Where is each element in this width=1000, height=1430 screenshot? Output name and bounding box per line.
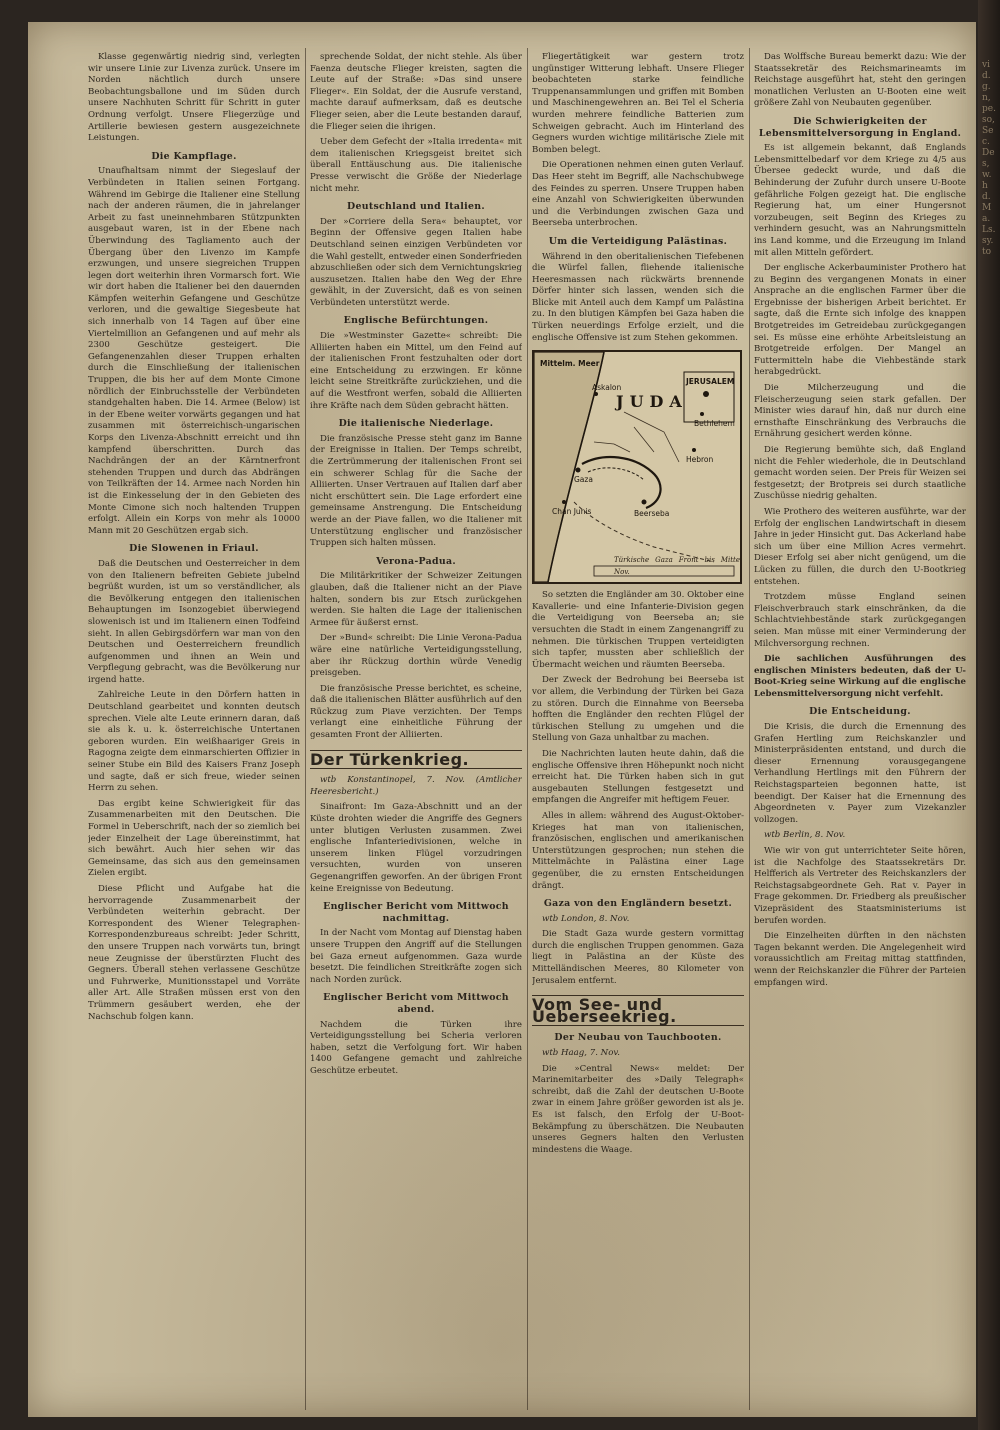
column-rule xyxy=(749,48,750,1410)
map-label: Bethlehem xyxy=(694,419,735,429)
article-heading: Die Entscheidung. xyxy=(809,706,911,718)
paragraph: Die Operationen nehmen einen guten Verlauf. Das Heer steht im Begriff, alle Nachschubwege des Feindes zu sperren. Unsere Truppen haben eine Anzahl von Schwierigkeiten überwunden und die Verbindungen zwischen Gaza und Beerseba unterbrochen. xyxy=(532,160,744,229)
paragraph: Diese Pflicht und Aufgabe hat die hervorragende Zusammenarbeit der Verbündeten weiterhin gebracht. Der Korrespondent des Wiener Telegraphen-Korrespondenzbureaus schreibt: Jeder Schritt, den unsere Truppen nach vorwärts tun, bringt neue Zeugnisse der überstürzten Flucht des Gegners. Überall stehen verlassene Geschütze und Fuhrwerke, Munitionsstapel und Vorräte aller Art. Alle Straßen müssen erst von den Trümmern gesäubert werden, ehe der Nachschub folgen kann. xyxy=(88,883,300,1022)
column-3 xyxy=(532,52,744,1412)
article-heading: Englischer Bericht vom Mittwoch nachmittag. xyxy=(323,901,509,924)
column-rule xyxy=(527,48,528,1410)
paragraph: Der »Corriere della Sera« behauptet, vor Beginn der Offensive gegen Italien habe Deutschland seinen einzigen Verbündeten vor die Wahl gestellt, entweder einen Sonderfrieden abzuschließen oder sich dem Vernichtungskrieg auszusetzen. Italien habe den Weg der Ehre gewählt, in der Zuversicht, daß es von seinen Verbündeten unterstützt werde. xyxy=(310,216,522,308)
paragraph: Zahlreiche Leute in den Dörfern hatten in Deutschland gearbeitet und konnten deutsch sprechen. Viele alte Leute erinnern daran, daß sie als k. u. k. österreichische Untertanen geboren wurden. Ein weißhaariger Greis in Ragogna zeigte dem einmarschierten Offizier in seiner Stube ein Bild des Kaisers Franz Joseph und sagte, daß er sich freue, wieder seinen Herrn zu sehen. xyxy=(88,690,300,794)
column-1 xyxy=(88,52,300,1412)
section-heading-tuerkenkrieg: Der Türkenkrieg. xyxy=(310,750,522,770)
column-4 xyxy=(754,52,966,1412)
palestine-map xyxy=(532,350,742,584)
article-heading: Gaza von den Engländern besetzt. xyxy=(543,898,733,910)
newspaper-page xyxy=(28,22,976,1417)
paragraph: Alles in allem: während des August-Oktober-Krieges hat man von italienischen, französischen, englischen und amerikanischen Unterstützungen gesprochen; nun stehen die Mittelmächte in Palästina einer Lage gegenüber, die zu ernsten Entscheidungen drängt. xyxy=(532,810,744,891)
dateline: wtb London, 8. Nov. xyxy=(542,913,630,924)
paragraph: Der englische Ackerbauminister Prothero hat zu Beginn des vergangenen Monats in einer Ansprache an die englischen Farmer über die Ergebnisse der bisherigen Arbeit berichtet. Er sagte, daß die Ernte sich infolge des knappen Brotgetreides im Getreidebau zurückgegangen sei. Es müsse eine erhöhte Arbeitsleistung an Brotgetreide erfolgen. Der Mangel an Futtermitteln habe die Viehbestände stark herabgedrückt. xyxy=(754,263,966,378)
edge-text: vid.g.n,pe.so,Sec.Des,w.hd.Ma.Ls.sy.to xyxy=(982,60,996,257)
map-title: JUDA xyxy=(616,392,688,412)
article-heading: Die Schwierigkeiten der Lebensmittelversorgung in England. xyxy=(758,115,962,139)
paragraph: Die Krisis, die durch die Ernennung des Grafen Hertling zum Reichskanzler und Ministerpräsidenten entstand, und durch die dieser Ernennung vorausgegangene Verhandlung Hertlings mit den Führern der Reichstagsparteien begonnen hatte, ist beendigt. Der Kaiser hat die Ernennung des Abgeordneten v. Payer zum Vizekanzler vollzogen. xyxy=(754,722,966,825)
paragraph: Die »Central News« meldet: Der Marinemitarbeiter des »Daily Telegraph« schreibt, daß die Zahl der deutschen U-Boote zwar in einem Jahre größer geworden ist als je. Es ist falsch, den Erfolg der U-Boot-Bekämpfung zu überschätzen. Die Neubauten unseres Gegners halten den Verlusten mindestens die Waage. xyxy=(532,1063,744,1155)
article-heading: Deutschland und Italien. xyxy=(347,201,485,213)
column-rule xyxy=(305,48,306,1410)
paragraph: Nachdem die Türken ihre Verteidigungsstellung bei Scheria verloren haben, setzt die Verfolgung fort. Wir haben 1400 Gefangene gemacht und zahlreiche Geschütze erbeutet. xyxy=(310,1019,522,1076)
article-heading: Um die Verteidigung Palästinas. xyxy=(548,235,728,247)
article-heading: Verona-Padua. xyxy=(376,555,456,567)
paragraph: Unaufhaltsam nimmt der Siegeslauf der Verbündeten in Italien seinen Fortgang. Während im Gebirge die Italiener eine Stellung nach der anderen räumen, die in jahrelanger Arbeit zu fast uneinnehmbaren Stützpunkten ausgebaut waren, ist in der Ebene nach Überwindung des Tagliamento auch der Übergang über den Livenzo im Kampfe erzwungen, und unsere siegreichen Truppen legen dort weiterhin ihren Vormarsch fort. Wie wir dort haben die Italiener bei den dauernden Kämpfen weiterhin Gefangene und Geschütze verloren, und die gewaltige Siegesbeute hat sich innerhalb von 14 Tagen auf über eine Viertelmillion an Gefangenen und auf mehr als 2300 Geschütze gesteigert. Die Gefangenenzahlen dieser Truppen erhalten durch die Einschließung der italienischen Truppen, die bis her auf dem Monte Cimone nördlich der Einbruchsstelle der Verbündeten standgehalten haben. Die 14. Armee (Below) ist in der Ebene weiter vorwärts gegangen und hat zusammen mit österreichisch-ungarischen Korps den Livenza-Abschnitt erreicht und ihn kampfend überschritten. Durch das Nachdrängen der an der Kärntnerfront stehenden Truppen und durch das Abdrängen von Teilkräften der 14. Armee nach Norden hin ist die Einkesselung der in den Gebieten des Monte Cimone sich noch haltenden Truppen erfolgt. Allein ein Korps von mehr als 10000 Mann mit 20 Geschützen ergab sich. xyxy=(88,166,300,536)
map-caption: Türkische Gaza Front bis Mitte Nov. xyxy=(614,556,740,576)
map-label: Askalon xyxy=(592,383,622,393)
dateline: wtb Haag, 7. Nov. xyxy=(542,1048,620,1059)
paragraph: sprechende Soldat, der nicht stehle. Als über Faenza deutsche Flieger kreisten, sagten die Leute auf der Straße: »Das sind unsere Flieger«. Ein Soldat, der die Ausrufe verstand, machte darauf aufmerksam, daß es deutsche Flieger seien, aber die Leute bestanden darauf, die Flieger seien die ihrigen. xyxy=(310,52,522,132)
paragraph: Die Stadt Gaza wurde gestern vormittag durch die englischen Truppen genommen. Gaza liegt in Palästina an der Küste des Mittelländischen Meeres, 80 Kilometer von Jerusalem entfernt. xyxy=(532,929,744,986)
paragraph: Daß die Deutschen und Oesterreicher in dem von den Italienern befreiten Gebiete jubelnd begrüßt wurden, ist um so verständlicher, als die Bevölkerung entgegen den italienischen Behauptungen im Isonzogebiet überwiegend slowenisch ist und im Italienern einen Todfeind sieht. In allen Gebirgsdörfern war man von den Deutschen und Oesterreichern freundlich aufgenommen und ihnen an Wein und Verpflegung gebracht, was die Bevölkerung nur irgend hatte. xyxy=(88,558,300,685)
page-edge xyxy=(978,0,1000,1430)
paragraph: Der »Bund« schreibt: Die Linie Verona-Padua wäre eine natürliche Verteidigungsstellung, aber ihr Rückzug dorthin würde Venedig preisgeben. xyxy=(310,633,522,679)
map-label: Hebron xyxy=(686,455,714,465)
paragraph: So setzten die Engländer am 30. Oktober eine Kavallerie- und eine Infanterie-Division gegen die Verteidigung von Beerseba an; sie versuchten die Stadt in einem Zangenangriff zu nehmen. Die türkischen Truppen verteidigten sich tapfer, mussten aber schließlich der Übermacht weichen und räumten Beerseba. xyxy=(532,590,744,670)
paragraph: Das Wolffsche Bureau bemerkt dazu: Wie der Staatssekretär des Reichsmarineamts im Reichstage ausgeführt hat, steht den geringen monatlichen Verlusten an U-Booten eine weit größere Zahl von Neubauten gegenüber. xyxy=(754,52,966,109)
paragraph: Das ergibt keine Schwierigkeit für das Zusammenarbeiten mit den Deutschen. Die Formel in Ueberschrift, nach der so ziemlich bei jeder Einzelheit der Lage übereinstimmt, hat sich bewährt. Auch hier sehen wir das Gemeinsame, das sich aus den gemeinsamen Zielen ergibt. xyxy=(88,798,300,879)
map-label: Chan Junis xyxy=(552,507,592,517)
paragraph: Ueber dem Gefecht der »Italia irredenta« mit dem italienischen Kriegsgeist breitet sich überall Enttäuschung aus. Die italienische Presse verwischt die Größe der Niederlage nicht mehr. xyxy=(310,137,522,194)
dateline: wtb Berlin, 8. Nov. xyxy=(764,830,846,841)
paragraph: Es ist allgemein bekannt, daß Englands Lebensmittelbedarf vor dem Kriege zu 4/5 aus Übersee gedeckt wurde, und daß die Behinderung der Zufuhr durch unsere U-Boote gefährliche Folgen gezeigt hat. Die englische Regierung hat, um einer Hungersnot vorzubeugen, seit Beginn des Krieges zu verhindern gesucht, was an Nahrungsmitteln ins Land komme, und die Erzeugung im Inland mit allen Mitteln gefördert. xyxy=(754,143,966,258)
paragraph: Die französische Presse steht ganz im Banne der Ereignisse in Italien. Der Temps schreibt, die Zertrümmerung der italienischen Front sei ein schwerer Schlag für die Sache der Alliierten. Unser Vertrauen auf Italien darf aber nicht erschüttert sein. Die Lage erfordert eine gemeinsame Anstrengung. Die Entscheidung werde an der Piave fallen, wo die Italiener mit Unterstützung englischer und französischer Truppen sich halten müssen. xyxy=(310,433,522,549)
dateline: wtb Konstantinopel, 7. Nov. (Amtlicher Heeresbericht.) xyxy=(310,775,522,797)
paragraph: Die Regierung bemühte sich, daß England nicht die Fehler wiederhole, die in Deutschland gemacht worden seien. Der Preis für Weizen sei festgesetzt; der Brotpreis sei durch staatliche Zuschüsse niedrig gehalten. xyxy=(754,445,966,502)
paragraph: Fliegertätigkeit war gestern trotz ungünstiger Witterung lebhaft. Unsere Flieger beobachteten starke feindliche Truppenansammlungen und griffen mit Bomben und Maschinengewehren an. Bei Tel el Scheria wurden mehrere feindliche Batterien zum Schweigen gebracht. Auch im Hinterland des Gegners wurden wichtige militärische Ziele mit Bomben belegt. xyxy=(532,52,744,155)
paragraph: Die »Westminster Gazette« schreibt: Die Alliierten haben ein Mittel, um den Feind auf der italienischen Front festzuhalten oder dort eine Entscheidung zu erzwingen. Er könne leicht seine Streitkräfte zurückziehen, und die auf die Westfront werfen, sobald die Alliierten ihre Kräfte nach dem Süden gebracht hätten. xyxy=(310,331,522,411)
paragraph: Sinaifront: Im Gaza-Abschnitt und an der Küste drohten wieder die Angriffe des Gegners unter blutigen Verlusten zusammen. Zwei englische Infanteriedivisionen, welche in unserem linken Flügel vorzudringen versuchten, wurden von unseren Gegenangriffen geworfen. An der übrigen Front keine Ereignisse von Bedeutung. xyxy=(310,802,522,894)
paragraph: In der Nacht vom Montag auf Dienstag haben unsere Truppen den Angriff auf die Stellungen bei Gaza erneut aufgenommen. Gaza wurde besetzt. Die feindlichen Streitkräfte zogen sich nach Norden zurück. xyxy=(310,928,522,985)
paragraph: Die Einzelheiten dürften in den nächsten Tagen bekannt werden. Die Angelegenheit wird voraussichtlich am Freitag mittag stattfinden, wenn der Reichskanzler die Führer der Parteien empfangen wird. xyxy=(754,931,966,988)
map-label: Mittelm. Meer xyxy=(540,359,600,369)
paragraph: Wie wir von gut unterrichteter Seite hören, ist die Nachfolge des Staatssekretärs Dr. Helfferich als Vertreter des Reichskanzlers der Reichstagsabgeordnete Geh. Rat v. Payer in Frage gekommen. Dr. Friedberg als preußischer Vizepräsident des Staatsministeriums ist berufen worden. xyxy=(754,846,966,926)
article-heading: Die italienische Niederlage. xyxy=(338,418,494,430)
article-heading: Englische Befürchtungen. xyxy=(343,315,489,327)
paragraph: Wie Prothero des weiteren ausführte, war der Erfolg der englischen Landwirtschaft in diesem Jahre in jeder Hinsicht gut. Das Ackerland habe sich um über eine Million Acres vermehrt. Dieser Erfolg sei aber nicht genügend, um die Lücken zu füllen, die durch den U-Bootkrieg entstehen. xyxy=(754,506,966,587)
article-heading: Der Neubau von Tauchbooten. xyxy=(554,1032,722,1044)
paragraph: Die Militärkritiker der Schweizer Zeitungen glauben, daß die Italiener nicht an der Piave halten, sondern bis zur Etsch zurückgehen werden. Sie halten die Lage der italienischen Armee für äußerst ernst. xyxy=(310,571,522,628)
map-label: JERUSALEM xyxy=(686,377,735,387)
map-label: Beerseba xyxy=(634,509,670,519)
paragraph: Die französische Presse berichtet, es scheine, daß die italienischen Blätter ausführlich auf den Rückzug zum Piave verzichten. Der Temps verlangt eine einheitliche Führung der gesamten Front der Alliierten. xyxy=(310,683,522,741)
map-label: Gaza xyxy=(574,475,593,485)
paragraph: Trotzdem müsse England seinen Fleischverbrauch stark einschränken, da die Schlachtviehbestände stark zurückgegangen seien. Man müsse mit einer Verminderung der Milchversorgung rechnen. xyxy=(754,592,966,649)
paragraph: Die Milcherzeugung und die Fleischerzeugung seien stark gefallen. Der Minister wies darauf hin, daß nur durch eine ernsthafte Einschränkung des Verbrauchs die Ernährung gesichert werden könne. xyxy=(754,383,966,440)
paragraph: Die Nachrichten lauten heute dahin, daß die englische Offensive ihren Höhepunkt noch nicht erreicht hat. Die Türken haben sich in gut ausgebauten Stellungen festgesetzt und empfangen die Angreifer mit heftigem Feuer. xyxy=(532,748,744,806)
paragraph: Während in den oberitalienischen Tiefebenen die Würfel fallen, fliehende italienische Heeresmassen nach rückwärts brennende Dörfer hinter sich lassen, wenden sich die Blicke mit Anteil auch dem Kampf um Palästina zu. In den blutigen Kämpfen bei Gaza haben die Türken neuerdings Erfolge erzielt, und die englische Offensive ist zum Stehen gekommen. xyxy=(532,251,744,343)
column-2 xyxy=(310,52,522,1412)
paragraph: Klasse gegenwärtig niedrig sind, verlegten wir unsere Linie zur Livenza zurück. Unsere im Norden nächtlich durch unsere Beobachtungsballone und im Süden durch unsere Nachhuten Schritt für Schritt in guter Ordnung verfolgt. Unsere Fliegerzüge und Artillerie bewiesen gestern ausgezeichnete Leistungen. xyxy=(88,52,300,144)
article-heading: Die Kampflage. xyxy=(151,150,237,162)
paragraph: Der Zweck der Bedrohung bei Beerseba ist vor allem, die Verbindung der Türken bei Gaza zu stören. Durch die Einnahme von Beerseba hofften die Engländer den rechten Flügel der türkischen Stellung zu umgehen und die Stellung von Gaza unhaltbar zu machen. xyxy=(532,675,744,744)
paragraph: Die sachlichen Ausführungen des englischen Ministers bedeuten, daß der U-Boot-Krieg seine Wirkung auf die englische Lebensmittelversorgung nicht verfehlt. xyxy=(754,654,966,699)
article-heading: Englischer Bericht vom Mittwoch abend. xyxy=(323,992,509,1015)
article-heading: Die Slowenen in Friaul. xyxy=(129,543,259,555)
section-heading-seekrieg: Vom See- und Ueberseekrieg. xyxy=(532,995,744,1026)
